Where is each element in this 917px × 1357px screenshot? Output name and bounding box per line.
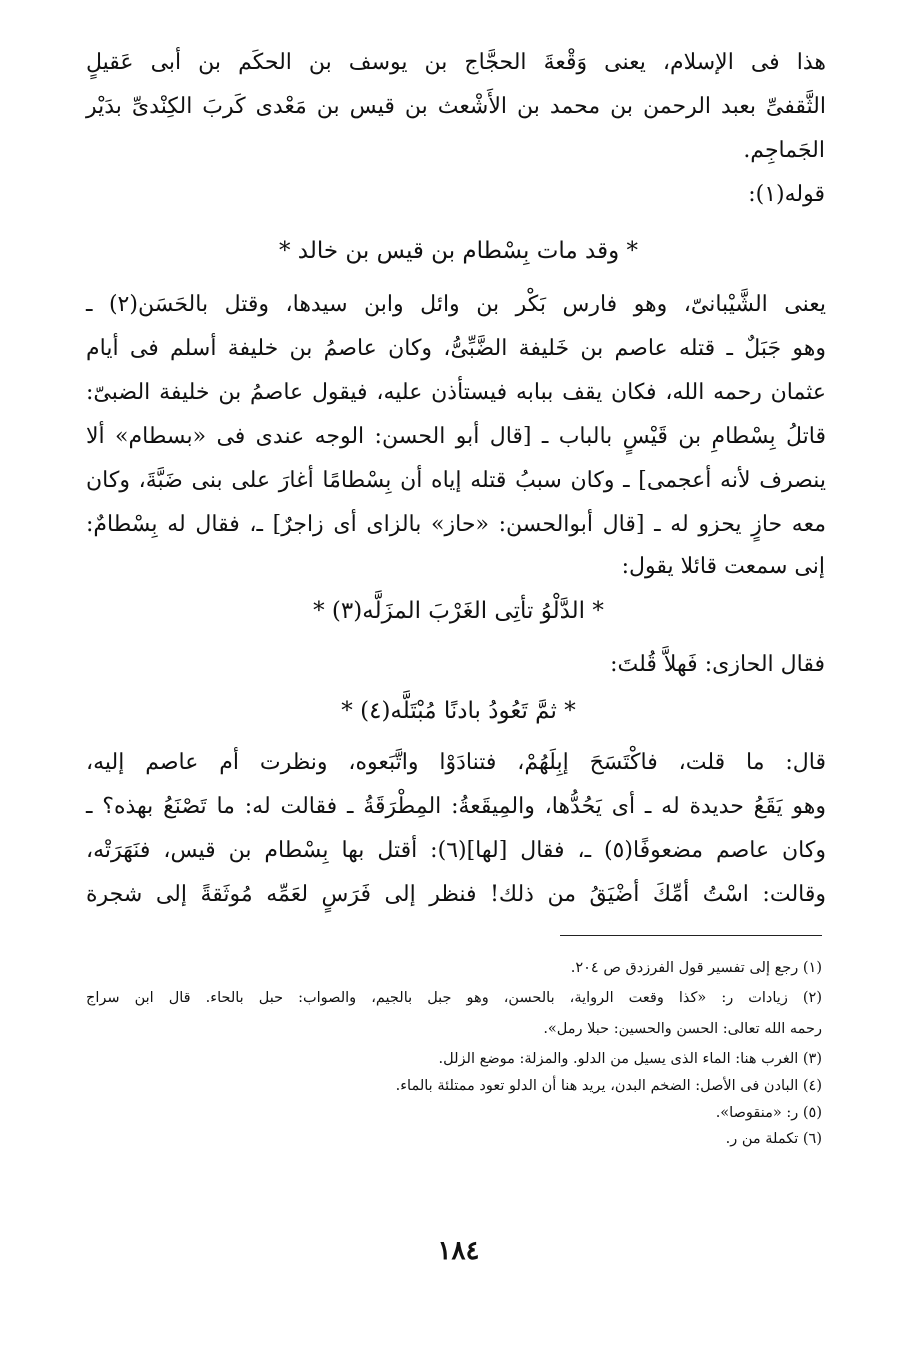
text-line: فقال الحازى: فَهلاَّ قُلتَ: [610,652,825,677]
text-line: عثمان رحمه الله، فكان يقف ببابه فيستأذن عليه، فيقول عاصمُ بن خليفة الضبىّ: [86,380,826,405]
text-line: الجَماجِم. [743,138,825,163]
verse-line: * وقد مات بِسْطام بن قيس بن خالد * [278,238,639,264]
footnote-separator [560,935,822,936]
footnote: (١) رجع إلى تفسير قول الفرزدق ص ٢٠٤. [570,960,822,976]
text-line: وكان عاصم مضعوفًا(٥) ـ، فقال [لها](٦): أقتل بها بِسْطام بن قيس، فنَهَرَتْه، [86,838,826,863]
footnote: (٢) زيادات ر: «كذا وقعت الرواية، بالحسن، وهو جبل بالجيم، والصواب: حبل بالحاء. قال ابن سراج [86,990,822,1006]
page-number: ١٨٤ [437,1236,480,1266]
text-line: هذا فى الإسلام، يعنى وَقْعةَ الحجَّاج بن يوسف بن الحكَم بن أبى عَقيلٍ [86,50,826,75]
verse-line: * الدَّلْوُ تأتِى الغَرْبَ المزَلَّه(٣) * [313,598,604,624]
verse-line: * ثمَّ تَعُودُ بادنًا مُبْتَلَّه(٤) * [341,698,576,724]
text-line: قال: ما قلت، فاكْتَسَحَ إبِلَهُمْ، فتنادَوْا واتَّبَعوه، ونظرت أم عاصم إليه، [86,750,826,775]
footnote: (٦) تكملة من ر. [725,1131,822,1147]
footnote: (٥) ر: «منقوصا». [715,1105,822,1121]
text-line: وهو يَقَعُ حديدة له ـ أى يَحُدُّها، والمِيقَعةُ: المِطْرَقَةُ ـ فقالت له: ما تَصْنَعُ بهذه؟ ـ [86,794,826,819]
footnote: (٣) الغرب هنا: الماء الذى يسيل من الدلو. والمزلة: موضع الزلل. [438,1051,822,1067]
text-line: يعنى الشَّيْبانىّ، وهو فارس بَكْر بن وائل وابن سيدها، وقتل بالحَسَن(٢) ـ [86,292,826,317]
text-line: إنى سمعت قائلا يقول: [621,554,825,579]
text-line: وهو جَبَلٌ ـ قتله عاصم بن خَليفة الضَّبِّىُّ، وكان عاصمُ بن خليفة أسلم فى أيام [86,336,826,361]
text-line: قاتلُ بِسْطامِ بن قَيْسٍ بالباب ـ [قال أبو الحسن: الوجه عندى فى «بسطام» ألا [86,424,826,449]
text-line: وقالت: اسْتُ أمِّكَ أضْيَقُ من ذلك! فنظر إلى فَرَسٍ لعَمِّه مُوثَقةً إلى شجرة [86,882,826,907]
text-line: قوله(١): [748,182,825,207]
footnote: رحمه الله تعالى: الحسن والحسين: حبلا رمل». [543,1021,822,1037]
text-line: الثَّقفىِّ بعبد الرحمن بن محمد بن الأَشْعث بن قيس بن مَعْدى كَربَ الكِنْدىِّ بدَيْر [86,94,826,119]
text-line: ينصرف لأنه أعجمى] ـ وكان سببُ قتله إياه أن بِسْطامًا أغارَ على بنى ضَبَّةَ، وكان [86,468,826,493]
text-line: معه حازٍ يحزو له ـ [قال أبوالحسن: «حاز» بالزاى أى زاجرٌ] ـ، فقال له بِسْطامٌ: [86,512,826,537]
footnote: (٤) البادن فى الأصل: الضخم البدن، يريد هنا أن الدلو تعود ممتلئة بالماء. [395,1078,822,1094]
